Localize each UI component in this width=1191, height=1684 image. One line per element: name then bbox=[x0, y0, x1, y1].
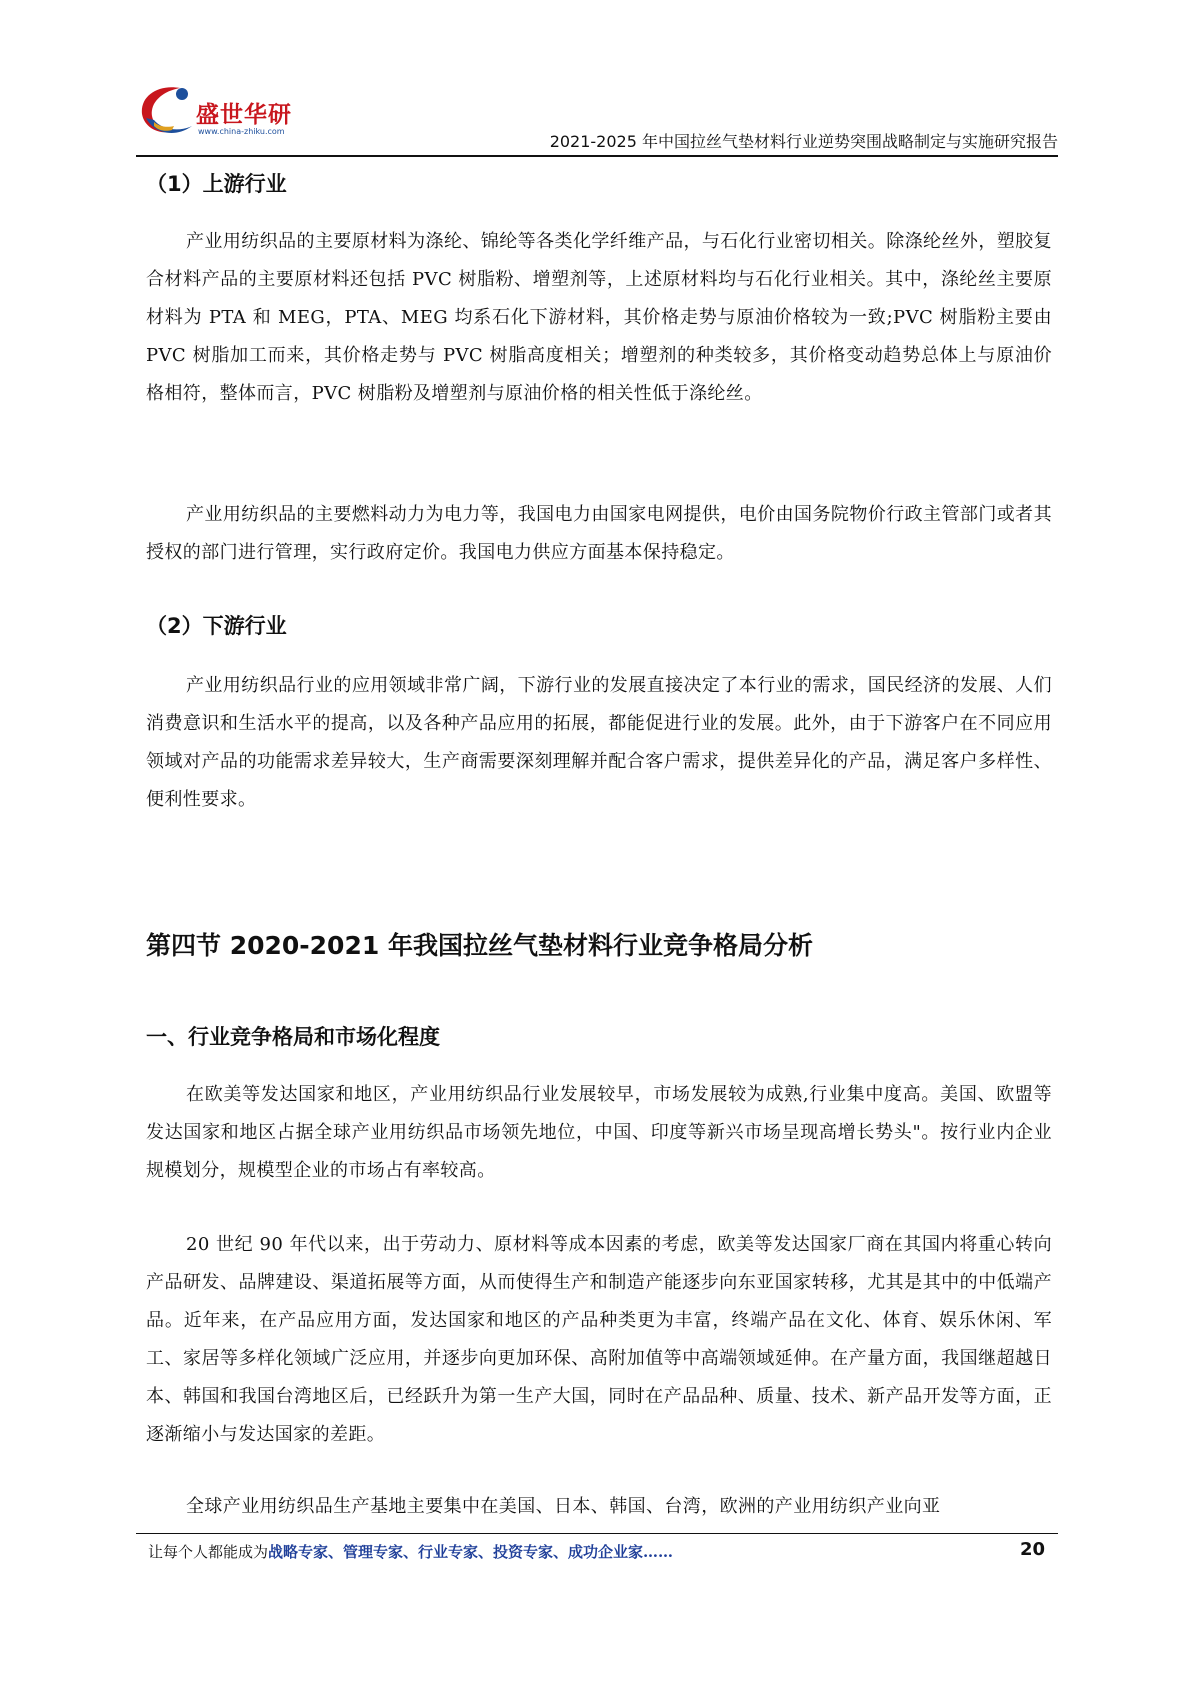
header-divider bbox=[136, 155, 1058, 157]
report-title: 2021-2025 年中国拉丝气垫材料行业逆势突围战略制定与实施研究报告 bbox=[549, 132, 1058, 151]
competition-paragraph-2: 20 世纪 90 年代以来，出于劳动力、原材料等成本因素的考虑，欧美等发达国家厂商在其国内将重心转向产品研发、品牌建设、渠道拓展等方面，从而使得生产和制造产能逐步向东亚国家转移，尤其是其中的中低端产品。近年来，在产品应用方面，发达国家和地区的产品种类更为丰富，终端产品在文化、体育、娱乐休闲、军工、家居等多样化领域广泛应用，并逐步向更加环保、高附加值等中高端领域延伸。在产量方面，我国继超越日本、韩国和我国台湾地区后，已经跃升为第一生产大国，同时在产品品种、质量、技术、新产品开发等方面，正逐渐缩小与发达国家的差距。 bbox=[146, 1234, 1052, 1445]
competition-paragraph-1: 在欧美等发达国家和地区，产业用纺织品行业发展较早，市场发展较为成熟,行业集中度高。美国、欧盟等发达国家和地区占据全球产业用纺织品市场领先地位，中国、印度等新兴市场呈现高增长势头"。按行业内企业规模划分，规模型企业的市场占有率较高。 bbox=[146, 1084, 1052, 1181]
downstream-heading: （2）下游行业 bbox=[146, 614, 287, 638]
upstream-paragraph-1: 产业用纺织品的主要原材料为涤纶、锦纶等各类化学纤维产品，与石化行业密切相关。除涤纶丝外，塑胶复合材料产品的主要原材料还包括 PVC 树脂粉、增塑剂等，上述原材料均与石化行业相关。其中，涤纶丝主要原材料为 PTA 和 MEG，PTA、MEG 均系石化下游材料，其价格走势与原油价格较为一致;PVC 树脂粉主要由 PVC 树脂加工而来，其价格走势与 PVC 树脂高度相关；增塑剂的种类较多，其价格变动趋势总体上与原油价格相符，整体而言，PVC 树脂粉及增塑剂与原油价格的相关性低于涤纶丝。 bbox=[146, 231, 1052, 404]
competition-paragraph-3: 全球产业用纺织品生产基地主要集中在美国、日本、韩国、台湾，欧洲的产业用纺织产业向亚 bbox=[186, 1496, 941, 1517]
slogan-highlight: 战略专家、管理专家、行业专家、投资专家、成功企业家…… bbox=[268, 1543, 674, 1561]
upstream-paragraph-2: 产业用纺织品的主要燃料动力为电力等，我国电力由国家电网提供，电价由国务院物价行政主管部门或者其授权的部门进行管理，实行政府定价。我国电力供应方面基本保持稳定。 bbox=[146, 504, 1052, 563]
upstream-heading: （1）上游行业 bbox=[146, 172, 287, 196]
page-header bbox=[136, 82, 1058, 158]
brand-url: www.china-zhiku.com bbox=[198, 127, 285, 136]
company-logo bbox=[136, 82, 336, 144]
downstream-paragraph-1: 产业用纺织品行业的应用领域非常广阔，下游行业的发展直接决定了本行业的需求，国民经济的发展、人们消费意识和生活水平的提高，以及各种产品应用的拓展，都能促进行业的发展。此外，由于下游客户在不同应用领域对产品的功能需求差异较大，生产商需要深刻理解并配合客户需求，提供差异化的产品，满足客户多样性、便利性要求。 bbox=[146, 675, 1052, 810]
subsection-title: 一、行业竞争格局和市场化程度 bbox=[146, 1025, 440, 1049]
footer-slogan bbox=[148, 1541, 673, 1562]
section-title: 第四节 2020-2021 年我国拉丝气垫材料行业竞争格局分析 bbox=[146, 931, 813, 960]
page-number: 20 bbox=[1019, 1539, 1045, 1560]
logo-swoosh-icon bbox=[136, 82, 200, 142]
brand-name: 盛世华研 bbox=[196, 102, 292, 128]
slogan-prefix: 让每个人都能成为 bbox=[148, 1543, 269, 1561]
footer-divider bbox=[136, 1533, 1058, 1534]
